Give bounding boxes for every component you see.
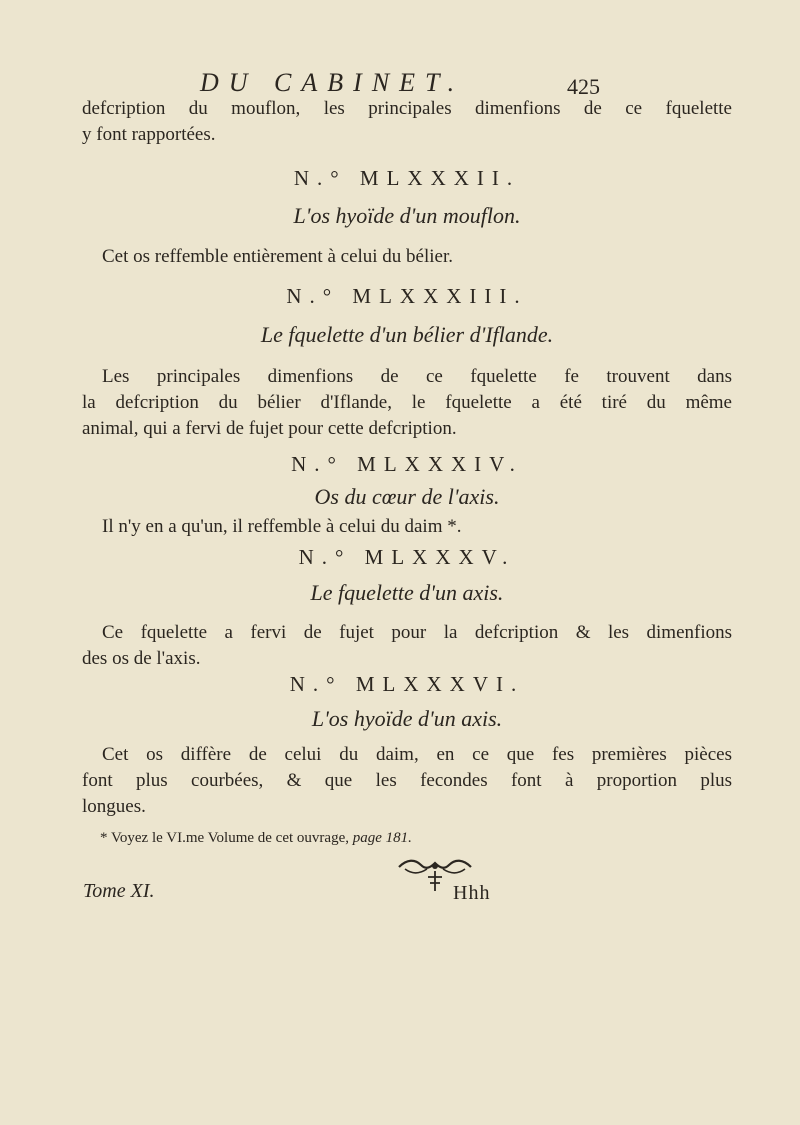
catalog-number: N.° MLXXXII.: [293, 166, 521, 190]
catalog-number: N.° MLXXXIV.: [291, 452, 523, 476]
catalog-number: N.° MLXXXVI.: [289, 672, 525, 696]
entry-title: L'os hyoïde d'un axis.: [311, 706, 503, 731]
paragraph-line: Cet os diffère de celui du daim, en ce que fes premières pièces: [102, 744, 732, 765]
paragraph-line: longues.: [82, 796, 146, 817]
paragraph-line: Les principales dimenfions de ce fquelette fe trouvent dans: [102, 366, 732, 387]
paragraph-line: animal, qui a fervi de fujet pour cette defcription.: [82, 418, 457, 439]
paragraph-line: la defcription du bélier d'Iflande, le fquelette a été tiré du même: [82, 392, 732, 413]
footnote: [100, 830, 412, 847]
volume-signature: Tome XI.: [83, 880, 155, 902]
paragraph-line: y font rapportées.: [82, 124, 216, 145]
paragraph-line: Cet os reffemble entièrement à celui du bélier.: [102, 246, 454, 267]
paragraph-line: Il n'y en a qu'un, il reffemble à celui du daim *.: [102, 516, 462, 537]
entry-title: Le fquelette d'un axis.: [310, 580, 504, 605]
paragraph-line: defcription du mouflon, les principales dimenfions de ce fquelette: [82, 98, 732, 119]
catalog-number: N.° MLXXXV.: [298, 545, 516, 569]
running-head: DU CABINET.: [200, 68, 465, 97]
signature-mark: Hhh: [453, 882, 491, 904]
paragraph-line: Ce fquelette a fervi de fujet pour la defcription & les dimenfions: [102, 622, 732, 643]
entry-title: L'os hyoïde d'un mouflon.: [293, 203, 521, 228]
paragraph-line: font plus courbées, & que les fecondes font à proportion plus: [82, 770, 732, 791]
entry-title: Le fquelette d'un bélier d'Iflande.: [260, 322, 554, 347]
paragraph-line: des os de l'axis.: [82, 648, 201, 669]
footnote-text: * Voyez le VI.me Volume de cet ouvrage,: [100, 830, 349, 846]
footnote-page-ref: page 181.: [352, 830, 412, 846]
catalog-number: N.° MLXXXIII.: [286, 284, 528, 308]
page-number: 425: [567, 74, 600, 99]
entry-title: Os du cœur de l'axis.: [314, 484, 500, 509]
